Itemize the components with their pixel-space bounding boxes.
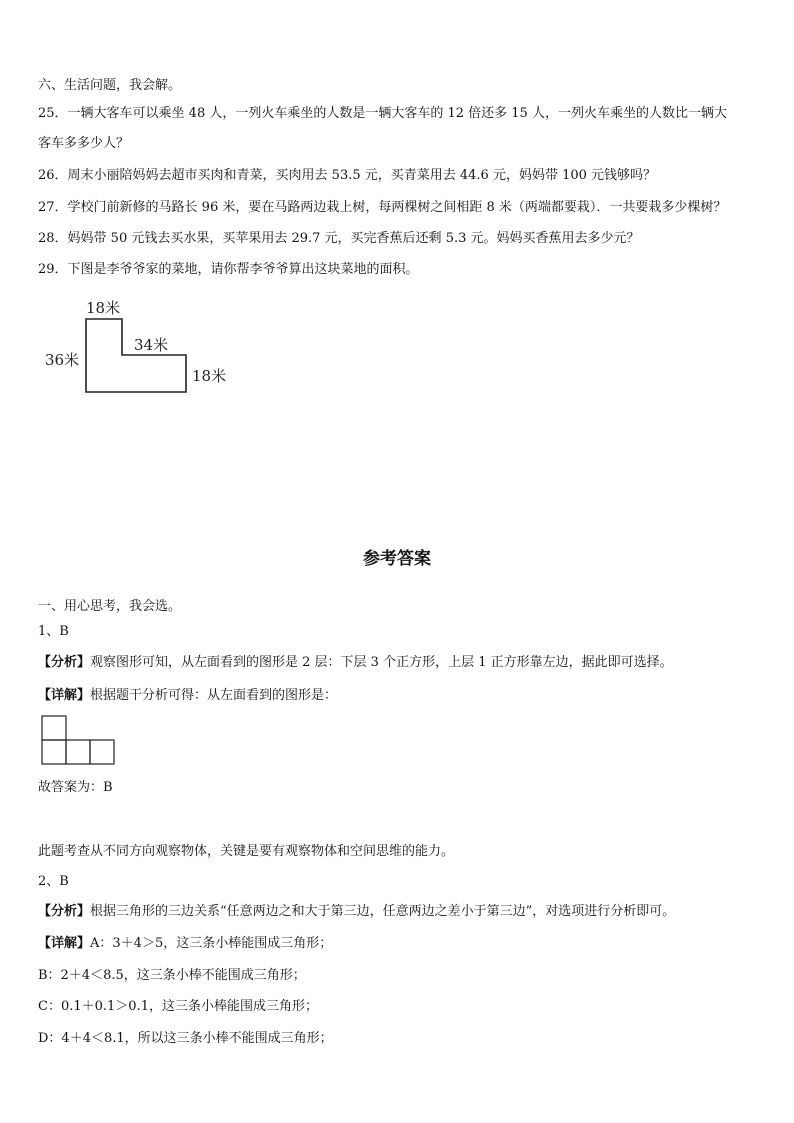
section-one-title: 一、用心思考，我会选。 xyxy=(38,599,182,614)
problem-25-line-1: 25．一辆大客车可以乘坐 48 人，一列火车乘坐的人数是一辆大客车的 12 倍还多 15 人，一列火车乘坐的人数比一辆大 xyxy=(38,106,727,121)
section-six-title: 六、生活问题，我会解。 xyxy=(38,78,182,93)
q2-detail-d: D：4＋4＜8.1，所以这三条小棒不能围成三角形； xyxy=(38,1031,333,1046)
detail-text-a: A：3＋4＞5，这三条小棒能围成三角形； xyxy=(90,936,333,951)
q1-detail xyxy=(38,686,764,706)
analysis-text: 根据三角形的三边关系“任意两边之和大于第三边，任意两边之差小于第三边”，对选项进行分析即可。 xyxy=(90,904,676,919)
q2-number: 2、B xyxy=(38,874,69,889)
detail-tag: 【详解】 xyxy=(38,688,91,703)
middle-dimension-label: 34米 xyxy=(134,336,169,354)
problem-26: 26．周末小丽陪妈妈去超市买肉和青菜，买肉用去 53.5 元，买青菜用去 44.6 元，妈妈带 100 元钱够吗？ xyxy=(38,168,657,183)
q2-detail xyxy=(38,934,764,954)
q2-detail-b: B：2＋4＜8.5，这三条小棒不能围成三角形； xyxy=(38,968,306,983)
q2-detail-c: C：0.1＋0.1＞0.1，这三条小棒能围成三角形； xyxy=(38,999,318,1014)
left-view-figure xyxy=(38,713,128,769)
problem-28: 28．妈妈带 50 元钱去买水果，买苹果用去 29.7 元，买完香蕉后还剩 5.3 元。妈妈买香蕉用去多少元？ xyxy=(38,231,640,246)
q1-number: 1、B xyxy=(38,624,69,639)
left-dimension-label: 36米 xyxy=(45,351,80,369)
answers-title: 参考答案 xyxy=(363,549,431,569)
vegetable-plot-figure xyxy=(30,292,290,412)
q2-analysis xyxy=(38,902,764,922)
top-dimension-label: 18米 xyxy=(86,299,121,317)
analysis-tag: 【分析】 xyxy=(38,655,91,670)
problem-25-line-2: 客车多多少人？ xyxy=(38,136,130,151)
problem-27: 27．学校门前新修的马路长 96 米，要在马路两边栽上树，每两棵树之间相距 8 米（两端都要栽）．一共要栽多少棵树？ xyxy=(38,200,727,215)
right-dimension-label: 18米 xyxy=(192,367,227,385)
q1-summary: 此题考查从不同方向观察物体，关键是要有观察物体和空间思维的能力。 xyxy=(38,844,455,859)
q1-final-answer: 故答案为：B xyxy=(38,780,113,795)
analysis-tag: 【分析】 xyxy=(38,904,91,919)
problem-29: 29．下图是李爷爷家的菜地，请你帮李爷爷算出这块菜地的面积。 xyxy=(38,262,419,277)
q1-analysis xyxy=(38,653,764,673)
analysis-text: 观察图形可知，从左面看到的图形是 2 层：下层 3 个正方形，上层 1 正方形靠左边，据此即可选择。 xyxy=(90,655,673,670)
l-shape-outline xyxy=(86,319,186,392)
detail-text: 根据题干分析可得：从左面看到的图形是： xyxy=(90,688,338,703)
detail-tag: 【详解】 xyxy=(38,936,91,951)
